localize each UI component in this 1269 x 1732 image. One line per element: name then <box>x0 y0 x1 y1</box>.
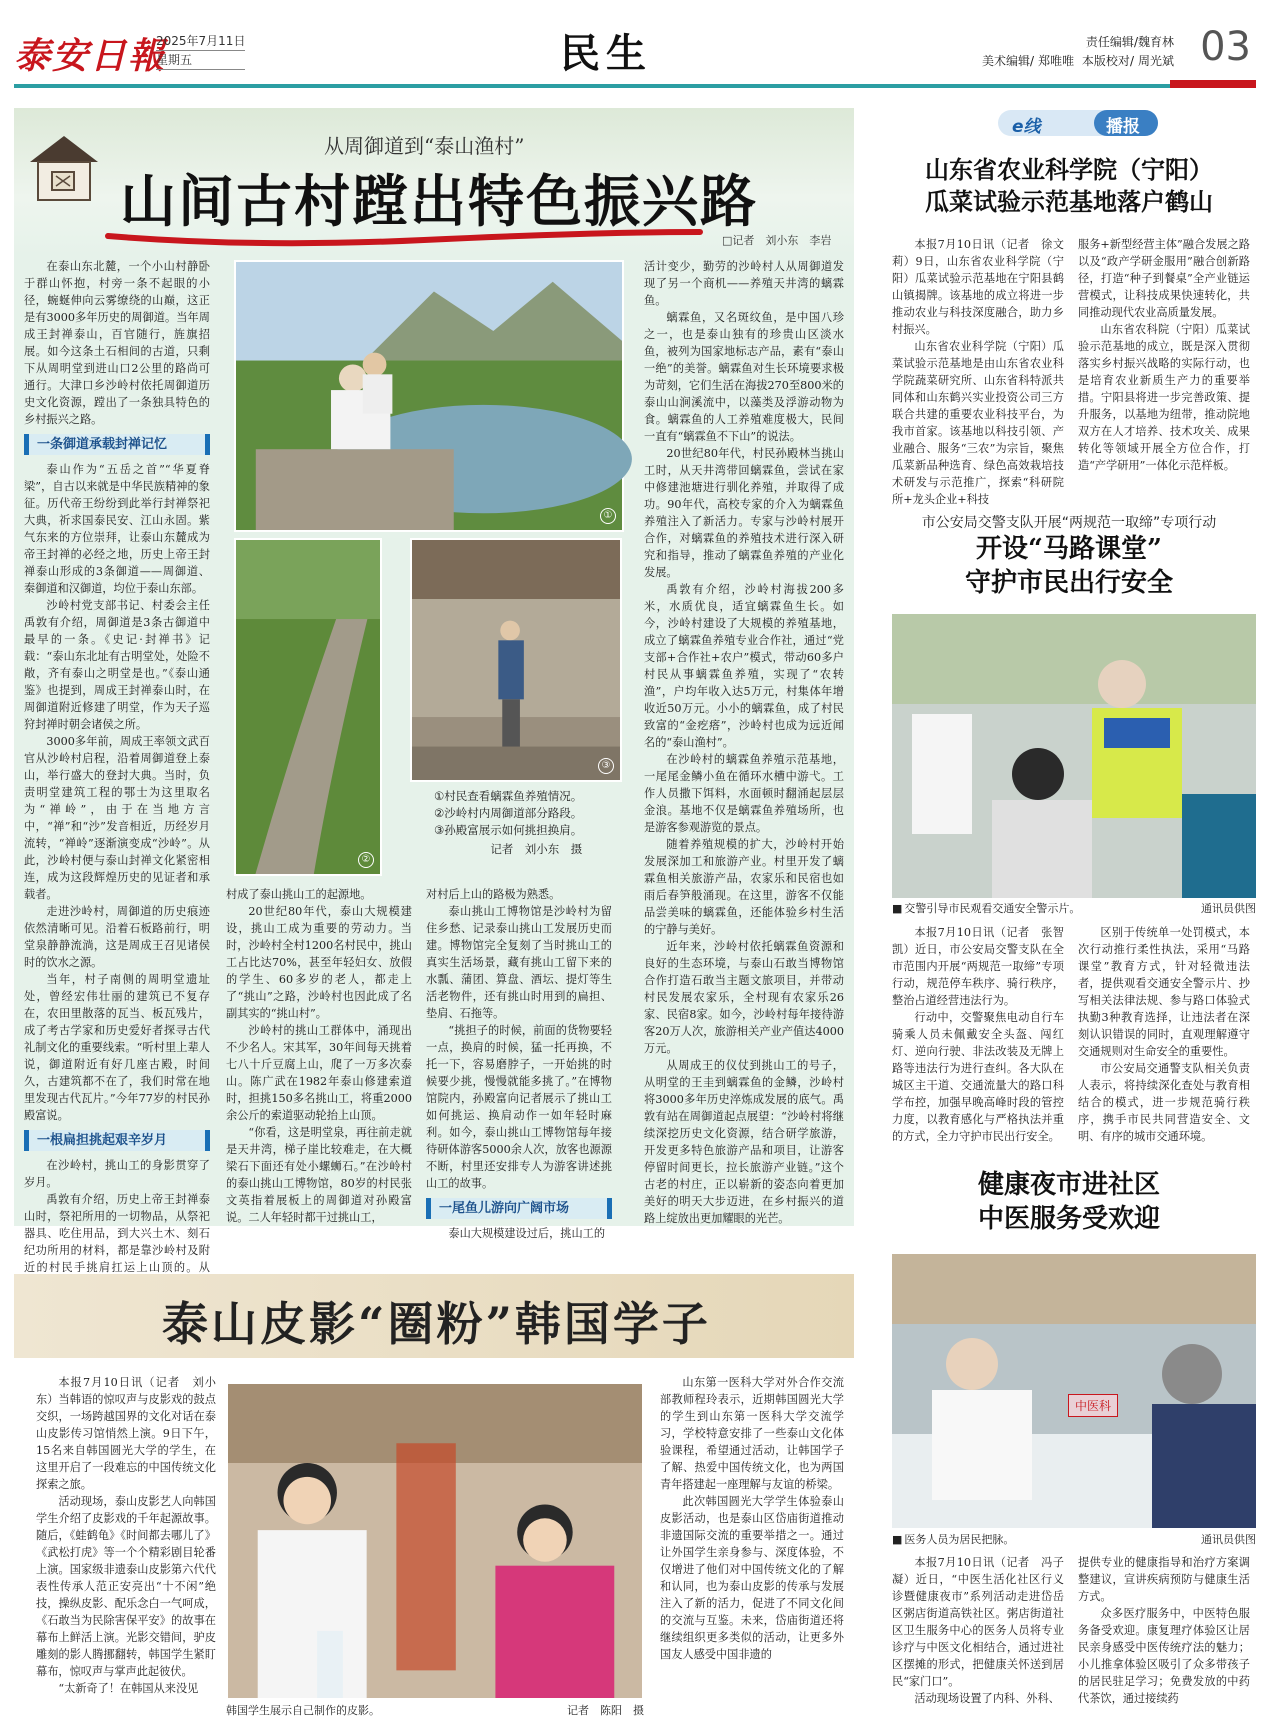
paragraph: 20世纪80年代，村民孙殿林当挑山工时，从天井湾带回螭霖鱼，尝试在家中修建池塘进行驯化养殖，并取得了成功。90年代，高校专家的介入为螭霖鱼养殖注入了新活力。专家与沙岭村展开合作，对螭霖鱼的养殖技术进行深入研究和指导，推动了螭霖鱼养殖的产业化发展。 <box>644 447 844 579</box>
story2-column-2 <box>1078 924 1250 1143</box>
masthead <box>0 0 1269 92</box>
story-header <box>14 1274 854 1358</box>
paragraph: 服务+新型经营主体”融合发展之路以及“政产学研金服用”融合创新路径，打造“种子到餐桌”全产业链运营模式，让科技成果快速转化，共同推动现代农业高质量发展。 <box>1078 238 1250 319</box>
paragraph: 泰山挑山工博物馆是沙岭村为留住乡愁、记录泰山挑山工发展历史而建。博物馆完全复刻了当时挑山工的真实生活场景，藏有挑山工留下来的水瓢、蒲团、算盘、酒坛、提灯等生活老物件，还有挑山时用到的扁担、垫肩、石拖等。 <box>426 905 612 1020</box>
story-title: 泰山皮影“圈粉”韩国学子 <box>162 1297 711 1351</box>
story3-title-line1: 健康夜市进社区 <box>977 1170 1160 1200</box>
story1-title-line1: 山东省农业科学院（宁阳） <box>925 155 1213 184</box>
paragraph: 山东第一医科大学对外合作交流部教师程玲表示，近期韩国圆光大学的学生到山东第一医科大学交流学习，学校特意安排了一些泰山文化体验课程，希望通过活动，让韩国学子了解、热爱中国传统文化，也为两国青年搭建起一座理解与友谊的桥梁。 <box>660 1376 844 1491</box>
broadcast-label: 播报 <box>1106 117 1140 137</box>
house-icon <box>24 128 104 204</box>
art-name: 郑唯唯 <box>1038 54 1075 68</box>
story1-title-line2: 瓜菜试验示范基地落户鹤山 <box>925 187 1213 216</box>
paragraph: 随着养殖规模的扩大，沙岭村开始发展深加工和旅游产业。村里开发了螭霖鱼相关旅游产品，农家乐和民宿也如雨后春笋般涌现。在这里，游客不仅能品尝美味的螭霖鱼，还能体验乡村生活的宁静与美好。 <box>644 838 844 936</box>
paragraph: 从周成王的仪仗到挑山工的号子，从明堂的王圭到螭霖鱼的金鳞，沙岭村将3000多年历史淬炼成发展的底气。禹敦有站在周御道起点展望：“沙岭村将继续深挖历史文化资源，结合研学旅游，开发更多特色旅游产品和项目，让游客停留时间更长，拉长旅游产业链。”这个古老的村庄，正以崭新的姿态向着更加美好的明天大步迈进，在乡村振兴的道路上绽放出更加耀眼的光芒。 <box>644 1059 844 1225</box>
photo-number: ③ <box>598 758 614 774</box>
photo-shoulder-pole <box>410 538 622 782</box>
issue-weekday: 星期五 <box>156 51 245 70</box>
paragraph: 螭霖鱼，又名斑纹鱼，是中国八珍之一，也是泰山独有的珍贵山区淡水鱼，被列为国家地标志产品，素有“泰山一绝”的美誉。螭霖鱼对生长环境要求极为苛刻，它们生活在海拔270至800米的泰山山涧溪流中，以藻类及浮游动物为食。螭霖鱼的人工养殖难度极大，民间一直有“螭霖鱼不下山”的说法。 <box>644 311 844 443</box>
story1-column-2 <box>1078 236 1250 486</box>
issue-date: 2025年7月11日 <box>156 32 245 51</box>
paragraph: 本报7月10日讯（记者 张智凯）近日，市公安局交警支队在全市范围内开展“两规范一取缔”专项行动，规范停车秩序、骑行秩序，整治占道经营违法行为。 <box>892 926 1064 1007</box>
photo-captions <box>434 788 582 858</box>
paragraph: 本报7月10日讯（记者 冯子凝）近日，“中医生活化社区行义诊暨健康夜市”系列活动走进岱岳区粥店街道高铁社区。粥店街道社区卫生服务中心的医务人员将专业诊疗与中医文化相结合，通过进社区摆摊的形式，把健康关怀送到居民“家门口”。 <box>892 1556 1064 1688</box>
newspaper-logo: 泰安日報 <box>14 35 167 77</box>
photo-number: ② <box>358 852 374 868</box>
feature-title: 山间古村蹚出特色振兴路 <box>120 169 758 235</box>
paragraph: 近年来，沙岭村依托螭霖鱼资源和良好的生态环境，与泰山石敢当博物馆合作打造石敢当主题文旅项目，并带动村民发展农家乐，全村现有农家乐26家、民宿8家。如今，沙岭村每年接待游客20万人次，旅游相关产业产值达4000万元。 <box>644 940 844 1055</box>
masthead-rule <box>14 84 1256 88</box>
feature-header <box>14 108 854 256</box>
paragraph: 在沙岭村，挑山工的身影贯穿了岁月。 <box>24 1159 210 1189</box>
story2-title-line2: 守护市民出行安全 <box>964 568 1173 598</box>
art-label: 美术编辑 <box>982 54 1031 68</box>
editor-credits: 责任编辑/魏育林 美术编辑/ 郑唯唯 本版校对/ 周光斌 <box>982 35 1174 68</box>
feature-column-3 <box>426 886 612 1240</box>
photo-credit: 通讯员供图 <box>1201 902 1256 915</box>
feature-kicker: 从周御道到“泰山渔村” <box>324 134 525 158</box>
caption-3: ③孙殿富展示如何挑担换肩。 <box>434 823 583 837</box>
story3-title <box>880 1168 1258 1236</box>
caption-text: ■ 医务人员为居民把脉。 <box>892 1531 1014 1547</box>
paragraph: 活动现场设置了内科、外科、 <box>914 1692 1060 1705</box>
editor-name: 魏育林 <box>1137 35 1174 49</box>
paragraph: “挑担子的时候，前面的货物要轻一点，换肩的时候，猛一托再换，不托一下，容易磨脖子，一开始挑的时候要少挑，慢慢就能多挑了。”在博物馆院内，孙殿富向记者展示了挑山工如何挑运、换肩动作一如年轻时麻利。如今，泰山挑山工博物馆每年接待研体游客5000余人次，放客也源源不断，村里还安排专人为游客讲述挑山工的故事。 <box>426 1024 612 1190</box>
paragraph: 山东省农业科学院（宁阳）瓜菜试验示范基地是由山东省农业科学院蔬菜研究所、山东省科特派共同体和山东鹤兴实业投资公司三方联合共建的重要农业科技平台，为我市首家。该基地以科技引领、产业融合、服务“三农”为宗旨，聚焦瓜菜新品种选育、绿色高效栽培技术研发与示范推广，探索“科研院所+龙头企业+科技 <box>892 340 1064 506</box>
story-column-1 <box>36 1374 216 1714</box>
paragraph: 当年，村子南侧的周明堂遗址处，曾经宏伟壮丽的建筑已不复存在，农田里散落的瓦当、板瓦残片，成了考古学家和历史爱好者探寻古代礼制文化的重要线索。“听村里上辈人说，御道附近有好几座古殿，时间久，古建筑都不在了，我们时常在地里发现古代瓦片。”今年77岁的村民孙殿富说。 <box>24 973 210 1122</box>
section-title: 民生 <box>560 30 652 77</box>
feature-column-4 <box>644 258 844 1225</box>
subheading: 一尾鱼儿游向广阔市场 <box>426 1198 612 1219</box>
story3-column-1 <box>892 1554 1064 1724</box>
story1-column-1 <box>892 236 1064 506</box>
feature-column-2 <box>226 886 412 1224</box>
paragraph: 走进沙岭村，周御道的历史痕迹依然清晰可见。沿着石板路前行，明堂泉静静流淌，这是周成王召见诸侯时的饮水之源。 <box>24 905 210 969</box>
photo-tcm-night-market <box>892 1254 1256 1528</box>
subheading: 一根扁担挑起艰辛岁月 <box>24 1130 210 1151</box>
story3-column-2 <box>1078 1554 1250 1724</box>
e-line-banner <box>998 108 1158 138</box>
paragraph: 3000多年前，周成王率领文武百官从沙岭村启程，沿着周御道登上泰山，举行盛大的登封大典。当时，负责明堂建筑工程的鄂士为这里取名为“禅岭”，由于在当地方言中，“禅”和“沙”发音相近，历经岁月流转，“禅岭”逐渐演变成“沙岭”。从此，沙岭村便与泰山封禅文化紧密相连，成为这段辉煌历史的见证者和承载者。 <box>24 735 210 901</box>
paragraph: 此次韩国圆光大学学生体验泰山皮影活动，也是泰山区岱庙街道推动非遗国际交流的重要举措之一。通过让外国学生亲身参与、深度体验，不仅增进了他们对中国传统文化的了解和认同，也为泰山皮影的传承与发展注入了新的活力，促进了不同文化间的交流与互鉴。未来，岱庙街道还将继续组织更多类似的活动，让更多外国友人感受中国非遗的 <box>660 1495 844 1661</box>
subheading: 一条御道承载封禅记忆 <box>24 434 210 455</box>
paragraph: 沙岭村党支部书记、村委会主任禹敦有介绍，周御道是3条古御道中最早的一条。《史记·封禅书》记载：“泰山东北址有古明堂处，处险不敞，齐有泰山之明堂是也。”《泰山通鉴》也提到，周成王封禅泰山时，在周御道附近修建了明堂，作为天子巡狩封禅时朝会诸侯之所。 <box>24 599 210 731</box>
photo-caption <box>226 1702 644 1718</box>
paragraph: 20世纪80年代，泰山大规模建设，挑山工成为重要的劳动力。当时，沙岭村全村1200名村民中，挑山工占比达70%，甚至年轻妇女、放假的学生、60多岁的老人，都走上了“挑山”之路，沙岭村也因此成了名副其实的“挑山村”。 <box>226 905 412 1020</box>
photo-byline: 记者 刘小东 摄 <box>490 842 583 856</box>
paragraph: 本报7月10日讯（记者 徐文莉）9日，山东省农业科学院（宁阳）瓜菜试验示范基地在宁阳县鹤山镇揭牌。该基地的成立将进一步推动农业与科技深度融合，助力乡村振兴。 <box>892 238 1064 336</box>
editor-label: 责任编辑 <box>1085 35 1134 49</box>
photo-korean-students <box>226 1382 644 1700</box>
photo-traffic-class <box>892 614 1256 898</box>
paragraph: 沙岭村的挑山工群体中，涌现出不少名人。宋其军，30年间每天挑着七八十斤豆腐上山，爬了一万多次泰山。陈广武在1982年泰山修建索道时，担挑150多名挑山工，将重2000余公斤的索道驱动轮抬上山顶。 <box>226 1024 412 1122</box>
paragraph: 村成了泰山挑山工的起源地。 <box>226 888 372 901</box>
caption-text: ■ 交警引导市民观看交通安全警示片。 <box>892 900 1080 916</box>
title-brush-underline <box>104 226 704 250</box>
story3-caption <box>892 1531 1256 1547</box>
paragraph: 泰山作为“五岳之首”“华夏脊梁”，自古以来就是中华民族精神的象征。历代帝王纷纷到此举行封禅祭祀大典，祈求国泰民安、江山永固。紫气东来的方位崇拜，让泰山东麓成为帝王封禅的必经之地，历史上帝王封禅泰山形成的3条御道——周御道、秦御道和汉御道，均位于泰山东部。 <box>24 463 210 595</box>
paragraph: “你看，这是明堂泉，再往前走就是天井湾，梯子崖比较难走，在大概梁石下面还有处小螺蛳石。”在沙岭村的泰山挑山工博物馆，80岁的村民张文英指着展板上的周御道对孙殿富说。二人年轻时都干过挑山工， <box>226 1126 412 1224</box>
story3-title-line2: 中医服务受欢迎 <box>977 1204 1160 1234</box>
paragraph: 市公安局交通警支队相关负责人表示，将持续深化查处与教育相结合的模式，进一步规范骑行秩序，携手市民共同营造安全、文明、有序的城市交通环境。 <box>1078 1062 1250 1143</box>
feature-byline: □记者 刘小东 李岩 <box>722 234 832 247</box>
story1-title <box>880 154 1258 218</box>
paragraph: 禹敦有介绍，沙岭村海拔200多米，水质优良，适宜螭霖鱼生长。如今，沙岭村建设了大规模的养殖基地，成立了螭霖鱼养殖专业合作社，通过“党支部+合作社+农户”模式，带动60多户村民从事螭霖鱼养殖，实现了“农转渔”，户均年收入达5万元，村集体年增收近50万元。小小的螭霖鱼，成了村民致富的“金疙瘩”，沙岭村也成为远近闻名的“泰山渔村”。 <box>644 583 844 749</box>
paragraph: 在泰山东北麓，一个小山村静卧于群山怀抱，村旁一条不起眼的小径，蜿蜒伸向云雾缭绕的山巅，这正是有3000多年历史的周御道。当年周成王封禅泰山，百官随行，旌旗招展。如今这条土石相间的古道，只剩下从周明堂到进山口2公里的路尚可通行。大津口乡沙岭村依托周御道历史文化资源，蹚出了一条独具特色的乡村振兴之路。 <box>24 260 210 426</box>
paragraph: 众多医疗服务中，中医特色服务备受欢迎。康复理疗体验区让居民亲身感受中医传统疗法的魅力；小儿推拿体验区吸引了众多带孩子的居民驻足学习；免费发放的中药代茶饮，通过接续药 <box>1078 1607 1250 1705</box>
photo-stone-path <box>234 538 382 876</box>
paragraph: 山东省农科院（宁阳）瓜菜试验示范基地的成立，既是深入贯彻落实乡村振兴战略的实际行动，也是培育农业新质生产力的重要举措。宁阳县将进一步完善政策、提升服务，以基地为纽带，推动院地双方在人才培养、技术攻关、成果转化等领域开展全方位合作，打造“产学研用”一体化示范样板。 <box>1078 323 1250 472</box>
story-column-2 <box>660 1374 844 1714</box>
photo-fish-pond <box>234 260 624 532</box>
e-line-label: e线 <box>1012 117 1041 137</box>
paragraph: 禹敦有介绍，历史上帝王封禅泰山时，祭祀所用的一切物品，从祭祀器具、吃住用品，到大兴土木、刻石纪功所用的材料，都是靠沙岭村及附近的村民手挑肩扛运上山顶的。从 <box>24 1193 210 1274</box>
caption-text: 韩国学生展示自己制作的皮影。 <box>226 1704 380 1717</box>
paragraph: “太新奇了！在韩国从来没见 <box>58 1682 199 1695</box>
paragraph: 活计变少，勤劳的沙岭村人从周御道发现了另一个商机——养殖天井湾的螭霖鱼。 <box>644 260 844 307</box>
page-number: 03 <box>1200 24 1251 70</box>
photo-number: ① <box>600 508 616 524</box>
paragraph <box>36 1374 216 1493</box>
proof-label: 本版校对 <box>1081 54 1130 68</box>
page-number-accent <box>1170 80 1256 88</box>
caption-2: ②沙岭村内周御道部分路段。 <box>434 806 583 820</box>
tcm-sign: 中医科 <box>1068 1394 1118 1417</box>
main-feature <box>14 108 854 1274</box>
paragraph: 提供专业的健康指导和治疗方案调整建议，宣讲疾病预防与健康生活方式。 <box>1078 1556 1250 1603</box>
story2-title-line1: 开设“马路课堂” <box>976 534 1162 564</box>
proof-name: 周光斌 <box>1137 54 1174 68</box>
paragraph-text: 本报7月10日讯（记者 刘小东）当韩语的惊叹声与皮影戏的鼓点交织，一场跨越国界的文化对话在泰山皮影传习馆悄然上演。9日下午，15名来自韩国圆光大学的学生，在这里开启了一段难忘的中国传统文化探索之旅。 <box>36 1376 216 1491</box>
photo-byline: 记者 陈阳 摄 <box>567 1704 644 1717</box>
shadow-puppet-story <box>14 1274 854 1720</box>
paragraph: 对村后上山的路极为熟悉。 <box>426 888 561 901</box>
paragraph: 泰山大规模建设过后，挑山工的 <box>448 1227 606 1240</box>
paragraph: 活动现场，泰山皮影艺人向韩国学生介绍了皮影戏的千年起源故事。随后，《蛙鹤龟》《时间都去哪儿了》《武松打虎》等一个个精彩剧目轮番上演。国家级非遗泰山皮影第六代代表性传承人范正安亮出“十不闲”绝技，操纵皮影、配乐念白一气呵成，《石敢当为民除害保平安》的故事在幕布上鲜活上演。光影交错间，驴皮雕刻的影人腾挪翻转，韩国学生紧盯幕布，惊叹声与掌声此起彼伏。 <box>36 1495 216 1678</box>
caption-1: ①村民查看螭霖鱼养殖情况。 <box>434 789 583 803</box>
story2-column-1 <box>892 924 1064 1143</box>
photo-credit: 通讯员供图 <box>1201 1533 1256 1546</box>
story2-kicker: 市公安局交警支队开展“两规范一取缔”专项行动 <box>921 515 1217 531</box>
feature-column-1 <box>24 258 210 1274</box>
paragraph: 在沙岭村的螭霖鱼养殖示范基地，一尾尾金鳞小鱼在循环水槽中游弋。工作人员撒下饵料，水面顿时翻涌起层层金浪。基地不仅是螭霖鱼养殖场所，也是游客参观游览的景点。 <box>644 753 844 834</box>
story2-title <box>880 532 1258 600</box>
paragraph: 行动中，交警聚焦电动自行车骑乘人员未佩戴安全头盔、闯红灯、逆向行驶、非法改装及无牌上路等违法行为进行查纠。各大队在城区主干道、交通流量大的路口科学布控，加强早晚高峰时段的管控力度，以教育感化与严格执法并重的方式，全力守护市民出行安全。 <box>892 1011 1064 1143</box>
issue-info <box>156 32 245 70</box>
paragraph: 区别于传统单一处罚模式，本次行动推行柔性执法，采用“马路课堂”教育方式，针对轻微违法者，提供观看交通安全警示片、抄写相关法律法规、参与路口体验式执勤3种教育选择，让违法者在深刻认识错误的同时，直观理解遵守交通规则对生命安全的重要性。 <box>1078 926 1250 1058</box>
story2-caption <box>892 900 1256 916</box>
